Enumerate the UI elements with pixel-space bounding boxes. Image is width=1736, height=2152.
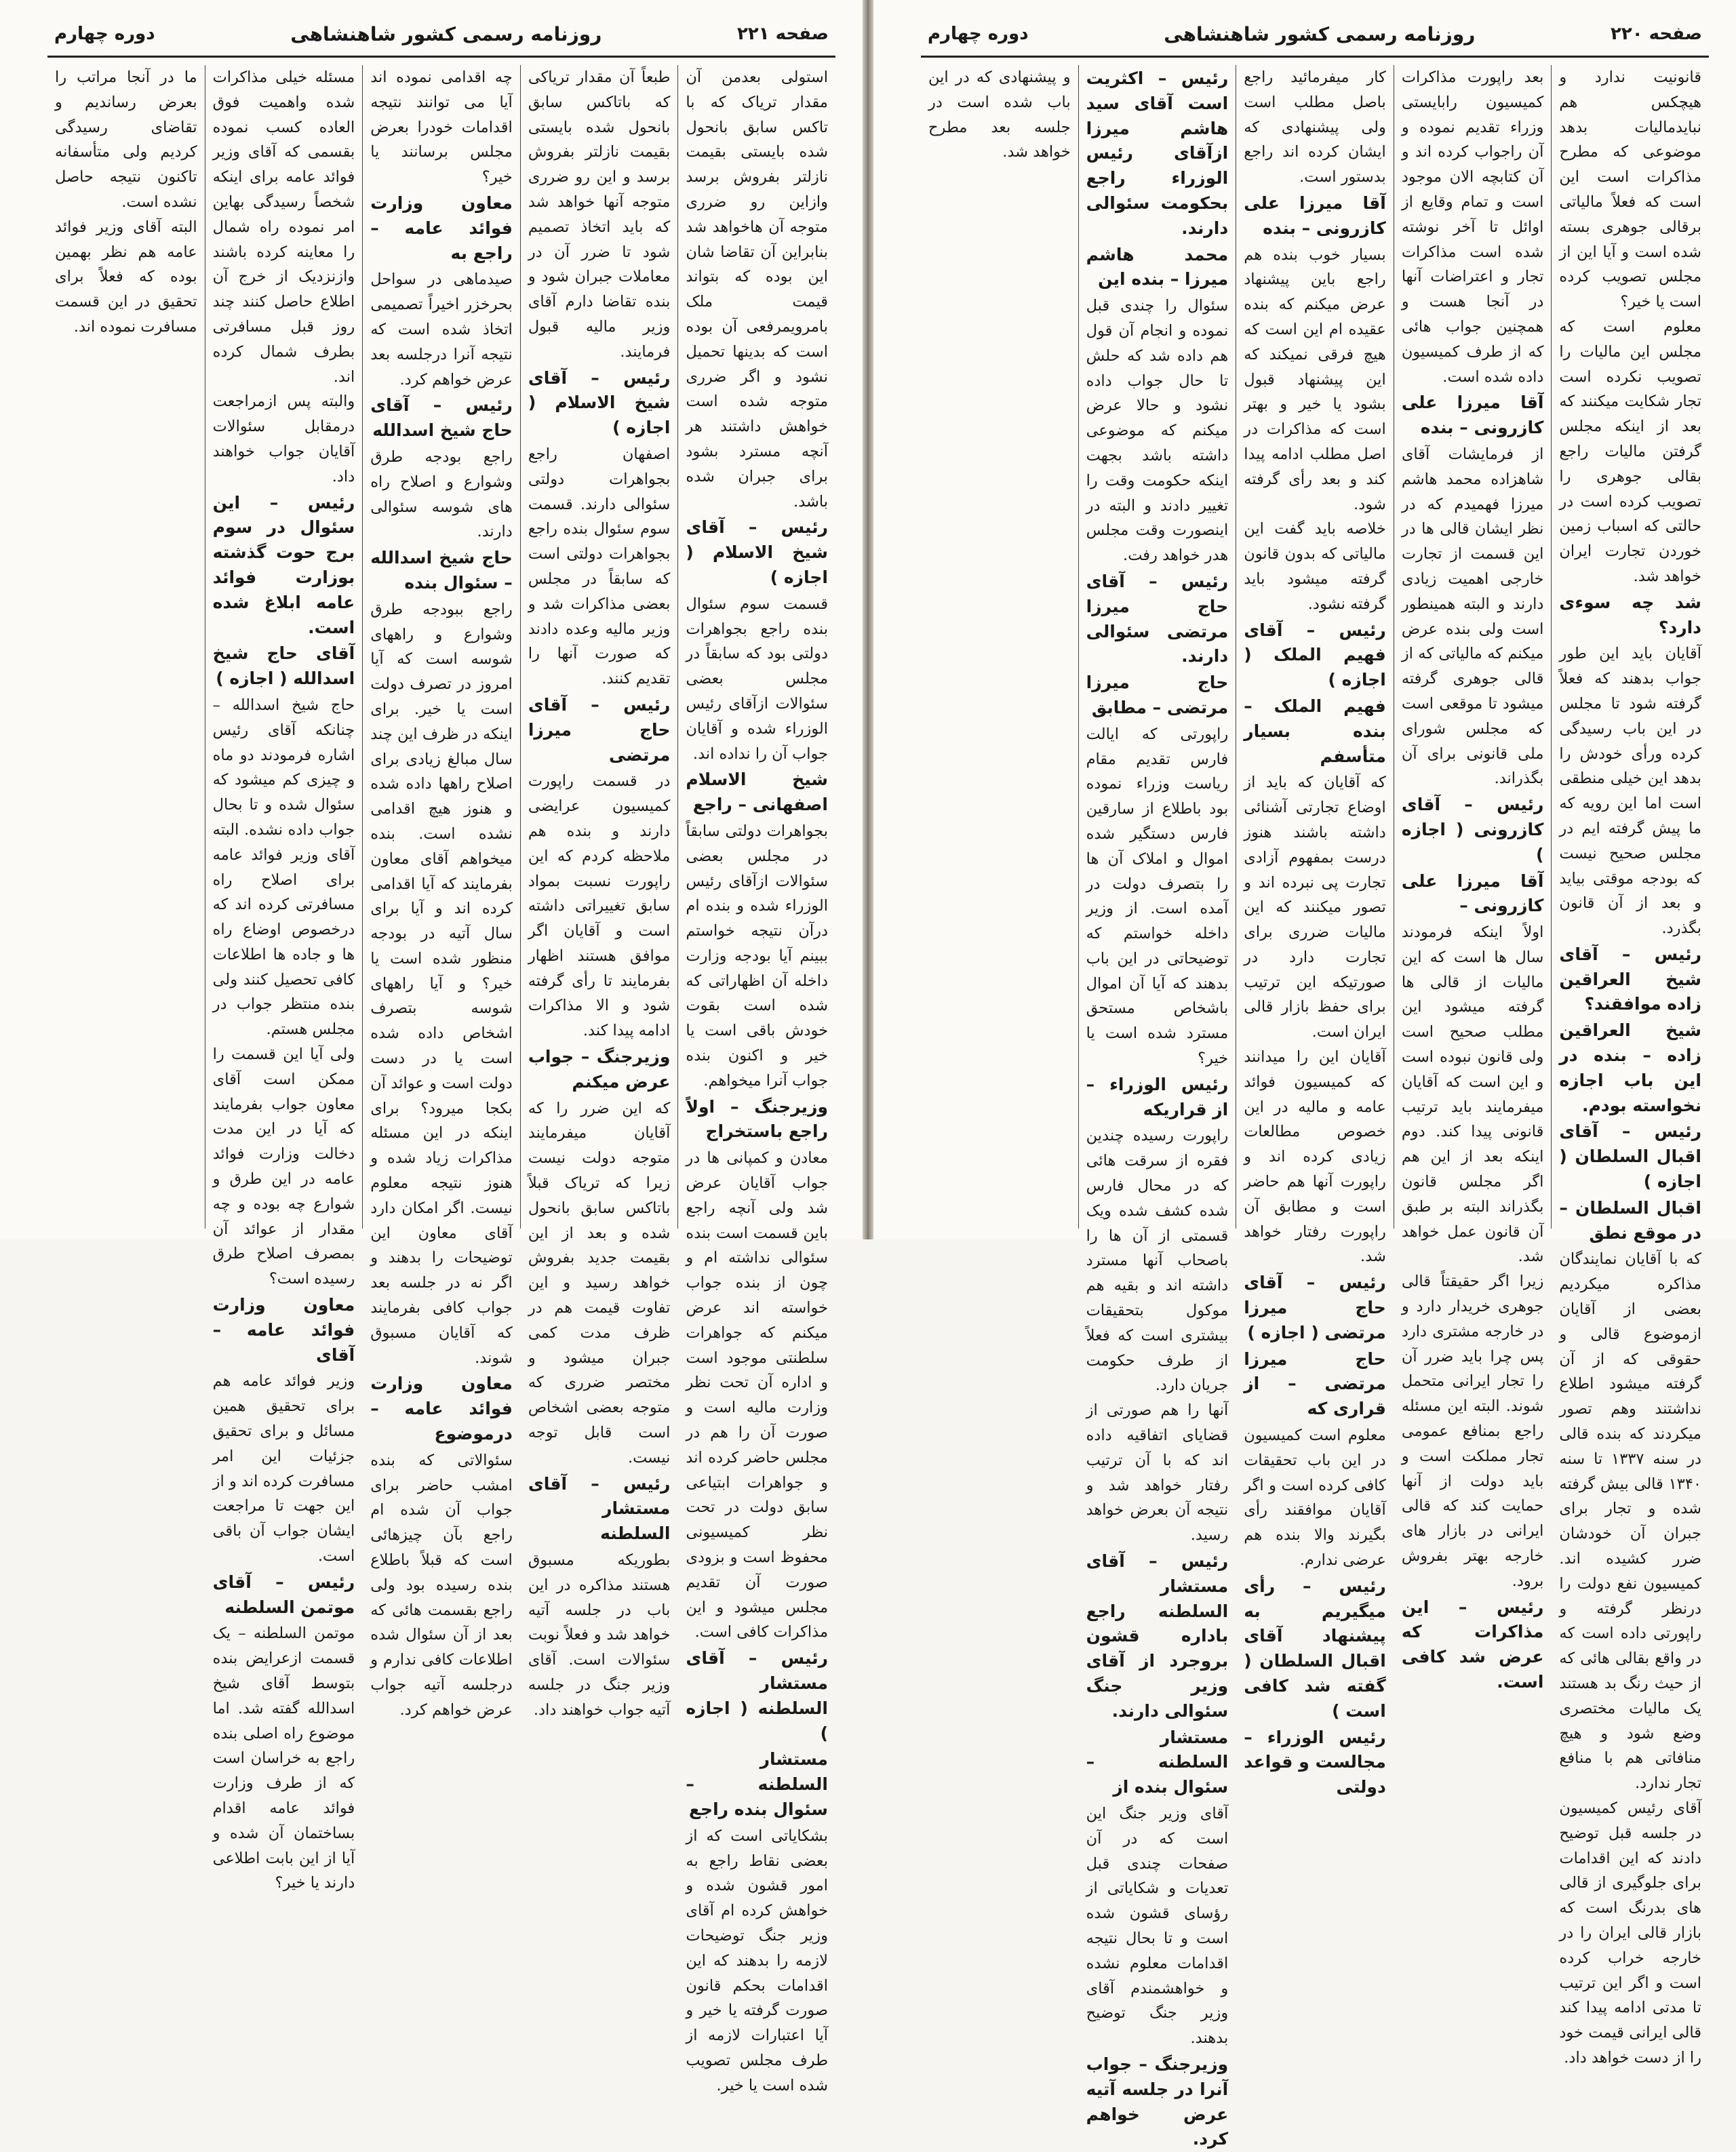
speaker-heading: رئیس الوزراء – از قراریکه [1086,1074,1229,1119]
body-paragraph: آقای رئیس کمیسیون در جلسه قبل توضیح دادند که این اقدامات برای جلوگیری از قالی های بدرنگ است که بازار قالی ایران را در خارجه خراب کرده است و اگر این ترتیب تا مدتی ادامه پیدا کند قالی ایرانی قیمت خود را از دست خواهد داد. [1559,1799,1701,2067]
left-page [0,0,863,2094]
body-paragraph: ما در آنجا مراتب را بعرض رساندیم و تقاضای رسیدگی کردیم ولی متأسفانه تاکنون نتیجه حاصل نشده است. [55,68,197,211]
series-label: دوره چهارم [928,24,1029,44]
body-paragraph: اولاً اینکه فرمودند سال ها است که این مالیات از قالی ها گرفته میشود این مطلب صحیح است ولی قانون نبوده است و این است که آقایان میفرمایند باید ترتیب قانونی پیدا کند. دوم اینکه بعد از این هم اگر مجلس قانون بگذراند البته بر طبق آن قانون عمل خواهد شد. [1401,923,1544,1266]
page-number: صفحه ۲۲۰ [1610,24,1702,44]
speaker-heading: حاج شیخ اسدالله – سئوال بنده [370,548,513,593]
body-paragraph: معادن و کمپانی ها در جواب آقایان عرض شد ولی آنچه راجع باین قسمت است بنده سئوالی نداشته ام و چون از بنده جواب خواسته اند عرض میکنم که جواهرات سلطنتی موجود است و اداره آن تحت نظر وزارت مالیه است و صورت آن را هم در مجلس حاضر کرده اند و جواهرات ابتیاعی سابق دولت در تحت نظر کمیسیونی محفوظ است و بزودی صورت آن تقدیم مجلس میشود و این مذاکرات کافی است. [686,1149,828,1641]
speaker-heading: شد چه سوءی دارد؟ [1559,592,1701,637]
body-paragraph: استولی بعدمن آن مقدار تریاک که با تاکس سابق بانحول شده بایستی بقیمت نازلتر بفروش برسد وازاین رو ضرری متوجه آن هاخواهد شد بنابراین آن تقاضا شان این بوده که بتواند قیمت ملک بامرویمرفعی آن بوده است که بدینها تحمیل نشود و اگر ضرری متوجه شده است خواهش داشتند هر آنچه مسترد بشود برای جبران شده باشد. [686,68,828,511]
body-paragraph: وزیر فوائد عامه هم برای تحقیق همین مسائل و برای تحقیق جزئیات این امر مسافرت کرده اند و از این جهت تا مراجعت ایشان جواب آن باقی است. [212,1372,355,1566]
body-paragraph: صیدماهی در سواحل بحرخزر اخیراً تصمیمی اتخاذ شده است که نتیجه آنرا درجلسه بعد عرض خواهم کرد. [370,271,513,388]
speaker-heading: رئیس – آقای شیخ الاسلام ( اجازه ) [528,367,671,438]
body-paragraph: بعد راپورت مذاکرات کمیسیون رابایستی وزراء تقدیم نموده و آن راجواب کرده اند و آن کتابچه الان موجود است و تمام وقایع از اوائل تا آخر نوشته شده است مذاکرات تجار و اعتراضات آنها در آنجا هست و همچنین جواب هائی که از طرف کمیسیون داده شده است. [1401,68,1544,386]
series-label: دوره چهارم [54,24,155,44]
speaker-heading: اقبال السلطان – در موقع نطق [1559,1197,1701,1243]
text-column [1552,65,1709,2067]
speaker-heading: محمد هاشم میرزا – بنده این [1086,244,1229,290]
page-header [47,15,835,53]
body-paragraph: بسیار خوب بنده هم راجع باین پیشنهاد عرض میکنم که بنده عقیده ام این است که هیچ فرقی نمیکند که این پیشنهاد قبول بشود یا خیر و بهتر است که مذاکرات در اصل مطلب ادامه پیدا کند و بعد رأی گرفته شود. [1244,245,1386,513]
column-area [921,65,1709,2149]
speaker-heading: مستشار السلطنه – سئوال بنده از [1086,1727,1229,1797]
text-column [47,65,205,1229]
book-gutter [863,0,873,1239]
text-column [1394,65,1552,1692]
body-paragraph: سئوال را چندی قبل نموده و انجام آن قول هم داده شد که حلش تا حال جواب داده نشود و حالا عرض میکنم که موضوعی داشته باشد بجهت اینکه حکومت وقت را تغییر دادند و البته در اینصورت وقت مجلس هدر خواهد رفت. [1086,297,1229,565]
body-paragraph: طبعاً آن مقدار تریاکی که باتاکس سابق بانحول شده بایستی بقیمت نازلتر بفروش برسد و این رو ضرری متوجه آنها خواهد شد که باید اتخاذ تصمیم شود تا ضرر آن در معاملات جبران شود و بنده تقاضا دارم آقای وزیر مالیه قبول فرمایند. [528,68,671,361]
speaker-heading: معاون وزارت فوائد عامه – راجع به [370,193,513,263]
speaker-heading: معاون وزارت فوائد عامه – درموضوع [370,1374,513,1444]
body-paragraph: راپورت رسیده چندین فقره از سرقت هائی که در محال فارس شده کشف شده ویک قسمتی از آن ها را باصحاب آنها مسترد داشته اند و بقیه هم موکول بتحقیقات بیشتری است که فعلاً از طرف حکومت جریان دارد. [1086,1127,1229,1395]
header-rule [921,56,1709,58]
body-paragraph: راپورتی که ایالت فارس تقدیم مقام ریاست وزراء نموده بود باطلاع از سارقین فارس دستگیر شده اموال و املاک آن ها را بتصرف دولت در آمده است. از وزیر داخله خواستم که توضیحاتی در این باب بدهند که آیا آن اموال باشخاص مستحق مسترد شده است یا خیر؟ [1086,725,1229,1068]
body-paragraph: اصفهان راجع بجواهرات دولتی سئوالی دارند. قسمت سوم سئوال بنده راجع بجواهرات دولتی است که سابقاً در مجلس بعضی مذاکرات شد و وزیر مالیه وعده دادند که صورت آنها را تقدیم کنند. [528,445,671,688]
body-paragraph: موتمن السلطنه – یک قسمت ازعرایض بنده بتوسط آقای شیخ اسدالله گفته شد. اما موضوع راه اصلی بنده راجع به خراسان است که از طرف وزارت فوائد عامه اقدام بساختمان آن شده و آیا از این بابت اطلاعی دارند یا خیر؟ [212,1625,355,1892]
speaker-heading: رئیس – آقای حاج شیخ اسدالله [370,395,513,441]
body-paragraph: البته آقای وزیر فوائد عامه هم نظر بهمین بوده که فعلاً برای تحقیق در این قسمت مسافرت نموده اند. [55,218,197,336]
right-page [873,0,1736,2149]
masthead: روزنامه رسمی کشور شاهنشاهی [290,22,602,45]
text-column [1079,65,1237,2149]
text-column [1236,65,1394,1797]
speaker-heading: آقا میرزا علی کازرونی – بنده [1401,393,1544,438]
speaker-heading: معاون وزارت فوائد عامه – آقای [212,1295,355,1365]
text-column [921,65,1079,1229]
speaker-heading: رئیس – اکثریت است آقای سید هاشم میرزا ازآقای رئیس الوزراء راجع بحکومت سئوالی دارند. [1086,68,1229,238]
body-paragraph: قسمت سوم سئوال بنده راجع بجواهرات دولتی بود که سابقاً در مجلس بعضی سئوالات ازآقای رئیس الوزراء شده و آقایان جواب آن را نداده اند. [686,595,828,763]
body-paragraph: معلوم است که مجلس این مالیات را تصویب نکرده است تجار شکایت میکنند که بعد از اینکه مجلس گرفتن مالیات راجع بقالی جوهری را تصویب کرده است در حالتی که اسباب زمین خوردن تجارت ایران خواهد شد. [1559,317,1701,585]
body-paragraph: معلوم است کمیسیون در این باب تحقیقات کافی کرده است و اگر آقایان موافقند رأی بگیرند والا بنده هم عرضی ندارم. [1244,1427,1386,1570]
speaker-heading: رئیس – آقای کازرونی ( اجازه ) [1401,795,1544,864]
page-header [921,15,1709,53]
body-paragraph: که با آقایان نمایندگان مذاکره میکردیم بعضی از آقایان ازموضوع قالی و حقوقی که از آن گرفته میشود اطلاع نداشتند وهم تصور میکردند که بنده قالی در سنه ۱۳۳۷ تا سنه ۱۳۴۰ قالی بیش گرفته شده و تجار برای جبران آن خودشان ضرر کشیده اند. کمیسیون نفع دولت را درنظر گرفته و راپورتی داده است که در واقع بقالی هائی که از حیث رنگ بد هستند یک مالیات مختصری وضع شود و هیچ منافاتی هم با منافع تجار ندارد. [1559,1250,1701,1793]
body-paragraph: مسئله خیلی مذاکرات شده واهمیت فوق العاده کسب نموده بقسمی که آقای وزیر فوائد عامه برای اینکه شخصاً رسیدگی بهاین امر نموده راه شمال را معاینه کرده باشند وازنزدیک از خرج آن اطلاع حاصل کنند چند روز قبل مسافرتی بطرف شمال کرده اند. [212,68,355,386]
body-paragraph: کار میفرمائید راجع باصل مطلب است ولی پیشنهادی که ایشان کرده اند راجع بدستور است. [1244,68,1386,186]
speaker-heading: رئیس – آقای شیخ العراقین زاده موافقند؟ [1559,944,1701,1014]
speaker-heading: رئیس – آقای حاج میرزا مرتضی [528,694,671,765]
speaker-heading: وزیرجنگ – اولاً راجع باستخراج [686,1096,828,1142]
body-paragraph: که این ضرر را که آقایان میفرمایند متوجه دولت نیست زیرا که تریاک قبلاً باتاکس سابق بانحول شده و بعد از این بقیمت جدید بفروش خواهد رسید و این تفاوت قیمت هم در ظرف مدت کمی جبران میشود و مختصر ضرری که متوجه بعضی اشخاص است قابل توجه نیست. [528,1099,671,1467]
body-paragraph: والبته پس ازمراجعت درمقابل سئوالات آقایان جواب خواهند داد. [212,393,355,485]
speaker-heading: رئیس – آقای مستشار السلطنه [528,1473,671,1544]
text-column [363,65,521,1719]
speaker-heading: حاج میرزا مرتضی – از قراری که [1244,1349,1386,1419]
body-paragraph: خلاصه باید گفت این مالیاتی که بدون قانون گرفته میشود باید گرفته نشود. [1244,520,1386,613]
column-area [47,65,835,2094]
speaker-heading: رئیس – آقای شیخ الاسلام ( اجازه ) [686,517,828,587]
speaker-heading: شیخ الاسلام اصفهانی – راجع [686,770,828,815]
body-paragraph: بشکایاتی است که از بعضی نقاط راجع به امور قشون شده و خواهش کرده ام آقای وزیر جنگ توضیحات لازمه را بدهند که این اقدامات بحکم قانون صورت گرفته یا خیر و آیا اعتبارات لازمه از طرف مجلس تصویب شده است یا خیر. [686,1827,828,2094]
speaker-heading: رئیس – این مذاکرات که عرض شد کافی است. [1401,1597,1544,1692]
page-number: صفحه ۲۲۱ [736,24,829,44]
body-paragraph: زیرا اگر حقیقتاً قالی جوهری خریدار دارد و در خارجه مشتری دارد پس چرا باید ضرر آن را تجار ایرانی متحمل شوند. البته این مسئله راجع بمنافع عمومی تجار مملکت است و باید دولت از آنها حمایت کند که قالی ایرانی در بازار های خارجه بهتر بفروش برود. [1401,1273,1544,1590]
speaker-heading: رئیس – آقای مستشار السلطنه راجع باداره قشون بروجرد از آقای وزیر جنگ سئوالی دارند. [1086,1551,1229,1721]
body-paragraph: سئوالاتی که بنده امشب حاضر برای جواب آن شده ام راجع بآن چیزهائی است که قبلاً باطلاع بنده رسیده بود ولی راجع بقسمت هائی که بعد از آن سئوال شده اطلاعات کافی ندارم و درجلسه آتیه جواب عرض خواهم کرد. [370,1451,513,1719]
body-paragraph: در قسمت راپورت کمیسیون عرایضی دارند و بنده هم ملاحظه کردم که این راپورت نسبت بمواد سابق تغییراتی داشته است و آقایان اگر موافق هستند اظهار بفرمایند تا رأی گرفته شود و الا مذاکرات ادامه پیدا کند. [528,772,671,1040]
body-paragraph: چه اقدامی نموده اند آیا می توانند نتیجه اقدامات خودرا بعرض مجلس برسانند یا خیر؟ [370,68,513,186]
body-paragraph: راجع بودجه طرق وشوارع و اصلاح راه های شوسه سئوالی دارند. [370,447,513,541]
speaker-heading: رئیس – رأی میگیریم به پیشنهاد آقای اقبال السلطان ( گفته شد کافی است ) [1244,1576,1386,1721]
body-paragraph: قانونیت ندارد و هیچکس هم نبایدمالیات بدهد موضوعی که مطرح مذاکرات است این است که فعلاً مالیاتی برقالی جوهری بسته شده است و آیا این از مجلس تصویب کرده است یا خیر؟ [1559,68,1701,311]
speaker-heading: آقا میرزا علی کازرونی – [1401,871,1544,916]
body-paragraph: آقایان این را میدانند که کمیسیون فوائد عامه و مالیه در این خصوص مطالعات زیادی کرده اند و راپورت آنها هم حاضر است و مطابق آن راپورت رفتار خواهد شد. [1244,1048,1386,1266]
body-paragraph: که آقایان که باید از اوضاع تجارتی آشنائی داشته باشند هنوز درست بمفهوم آزادی تجارت پی نبرده اند و تصور میکنند که این مالیات ضرری برای تجارت دارد در صورتیکه این ترتیب برای حفظ بازار قالی ایران است. [1244,774,1386,1041]
body-paragraph: بجواهرات دولتی سابقاً در مجلس بعضی سئوالات ازآقای رئیس الوزراء شده و بنده ام درآن نتیجه خواستم ببینم آیا بودجه وزارت داخله آن اظهاراتی که شده است بقوت خودش باقی است یا خیر و اکنون بنده جواب آنرا میخواهم. [686,822,828,1090]
speaker-heading: آقا میرزا علی کازرونی – بنده [1244,193,1386,238]
speaker-heading: شیخ العراقین زاده – بنده در این باب اجازه نخواسته بودم. [1559,1020,1701,1115]
speaker-heading: وزیرجنگ – جواب عرض میکنم [528,1047,671,1092]
body-paragraph: حاج شیخ اسدالله – چنانکه آقای رئیس اشاره فرمودند دو ماه و چیزی کم میشود که سئوال شده و تا بحال جواب داده نشده. البته آقای وزیر فوائد عامه برای اصلاح راه مسافرتی کرده اند که درخصوص اوضاع راه ها و جاده ها اطلاعات کافی تحصیل کنند ولی بنده منتظر جواب در مجلس هستم. [212,696,355,1039]
body-paragraph: آنها را هم صورتی از قضایای اتفاقیه داده اند که با آن ترتیب رفتار خواهد شد و نتیجه آن بعرض خواهد رسید. [1086,1401,1229,1545]
body-paragraph: بطوریکه مسبوق هستند مذاکره در این باب در جلسه آتیه خواهد شد و فعلاً نوبت سئوالات است. آقای وزیر جنگ در جلسه آتیه جواب خواهند داد. [528,1551,671,1719]
text-column [205,65,363,1892]
speaker-heading: رئیس – آقای اقبال السلطان ( اجازه ) [1559,1121,1701,1192]
text-column [678,65,835,2094]
speaker-heading: آقای حاج شیخ اسدالله ( اجازه ) [212,643,355,689]
speaker-heading: رئیس – آقای فهیم الملک ( اجازه ) [1244,620,1386,690]
speaker-heading: فهیم الملک – بنده بسیار متأسفم [1244,696,1386,766]
masthead: روزنامه رسمی کشور شاهنشاهی [1164,22,1476,45]
speaker-heading: حاج میرزا مرتضی – مطابق [1086,673,1229,717]
speaker-heading: وزیرجنگ – جواب آنرا در جلسه آتیه عرض خواهم کرد. [1086,2054,1229,2149]
text-column [521,65,679,1719]
body-paragraph: آقایان باید این طور جواب بدهند که فعلاً گرفته شود تا مجلس در این باب رسیدگی کرده ورأی خودش را بدهد این خیلی منطقی است اما این رویه که ما پیش گرفته ایم در مجلس صحیح نیست که بودجه موقتی بیاید و بعد از آن قانون بگذرد. [1559,645,1701,938]
body-paragraph: راجع ببودجه طرق وشوارع و راههای شوسه است که آیا امروز در تصرف دولت است یا خیر. برای اینکه در ظرف این چند سال مبالغ زیادی برای اصلاح راهها داده شده و هنوز هیچ اقدامی نشده است. بنده میخواهم آقای معاون بفرمایند که آیا اقدامی کرده اند و آیا برای سال آتیه در بودجه منظور شده است یا خیر؟ و آیا راههای شوسه بتصرف اشخاص داده شده است یا در دست دولت است و عوائد آن بکجا میرود؟ برای اینکه در این مسئله مذاکرات زیاد شده و هنوز نتیجه معلوم نیست. اگر امکان دارد آقای معاون این توضیحات را بدهند و اگر نه در جلسه بعد جواب کافی بفرمایند که آقایان مسبوق شوند. [370,600,513,1367]
header-rule [47,56,835,58]
speaker-heading: رئیس الوزراء – مجالست و قواعد دولتی [1244,1727,1386,1797]
speaker-heading: رئیس – آقای حاج میرزا مرتضی ( اجازه ) [1244,1273,1386,1342]
body-paragraph: و پیشنهادی که در این باب شده است در جلسه بعد مطرح خواهد شد. [928,68,1071,161]
body-paragraph: آقای وزیر جنگ این است که در آن صفحات چندی قبل تعدیات و شکایاتی از رؤسای قشون شده است و تا بحال نتیجه اقدامات معلوم نشده و خواهشمندم آقای وزیر جنگ توضیح بدهند. [1086,1804,1229,2048]
speaker-heading: رئیس – آقای موتمن السلطنه [212,1572,355,1617]
speaker-heading: رئیس – آقای حاج میرزا مرتضی سئوالی دارند. [1086,571,1229,666]
speaker-heading: رئیس – این سئوال در سوم برج حوت گذشته بوزارت فوائد عامه ابلاغ شده است. [212,492,355,637]
speaker-heading: مستشار السلطنه – سئوال بنده راجع [686,1749,828,1819]
body-paragraph: ولی آیا این قسمت را ممکن است آقای معاون جواب بفرمایند که آیا در این مدت دخالت وزارت فوائد عامه در این طرق و شوارع چه بوده و چه مقدار از عوائد آن بمصرف اصلاح طرق رسیده است؟ [212,1045,355,1288]
speaker-heading: رئیس – آقای مستشار السلطنه ( اجازه ) [686,1648,828,1743]
body-paragraph: از فرمایشات آقای شاهزاده محمد هاشم میرزا فهمیدم که در نظر ایشان قالی ها در این قسمت از تجارت خارجی اهمیت زیادی دارند و البته همینطور است ولی بنده عرض میکنم که مالیاتی که از قالی جوهری گرفته میشود تا موقعی است که مجلس شورای ملی قانونی برای آن بگذراند. [1401,445,1544,788]
